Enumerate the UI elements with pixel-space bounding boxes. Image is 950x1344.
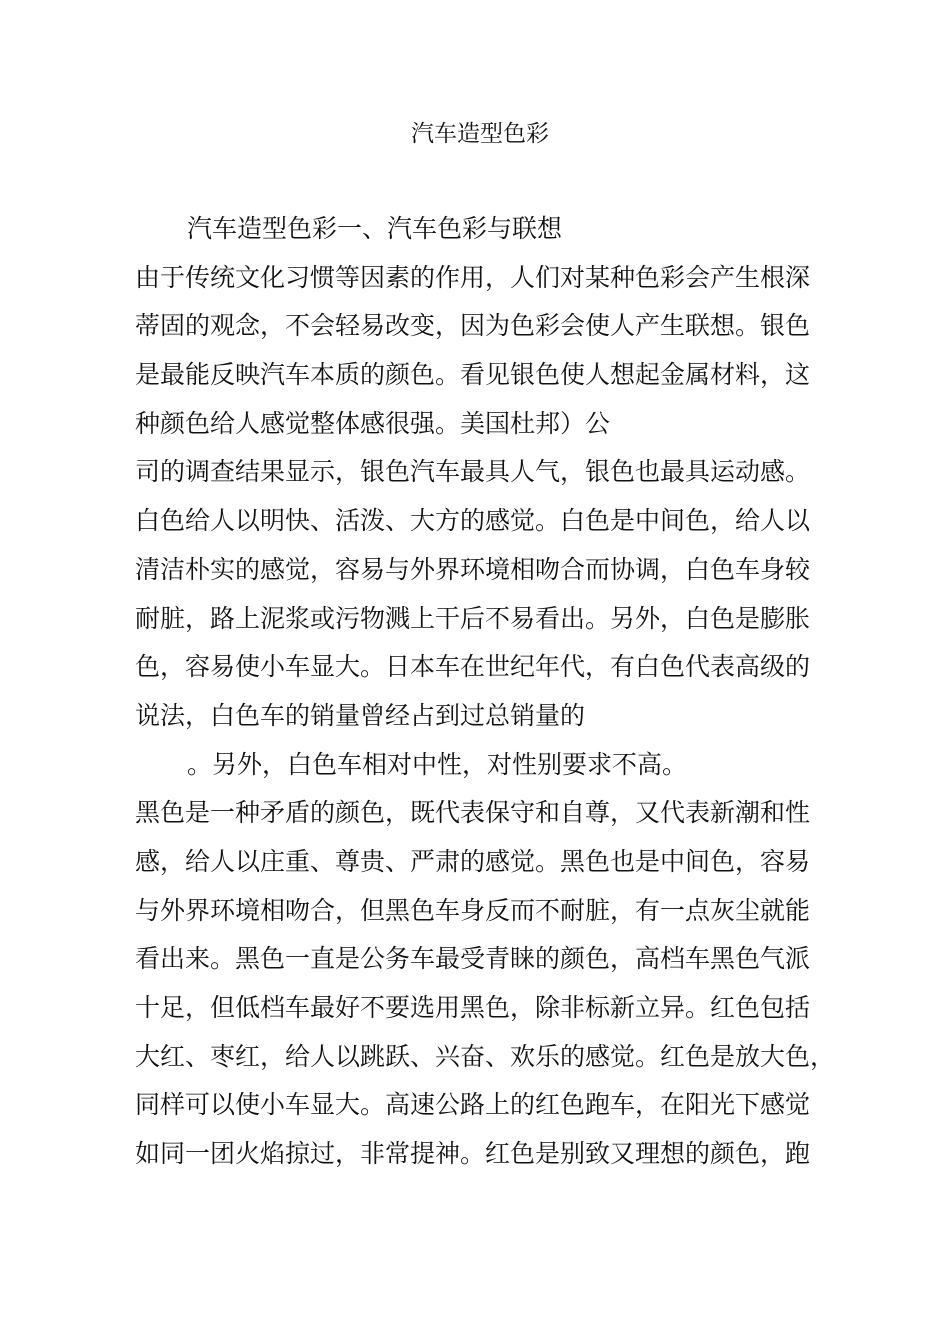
text-line: 说法，白色车的销量曾经占到过总销量的 [135,700,586,730]
text-line: 同样可以使小车显大。高速公路上的红色跑车，在阳光下感觉 [135,1090,811,1120]
text-line: 黑色是一种矛盾的颜色，既代表保守和自尊，又代表新潮和性 [135,798,811,828]
text-line: 与外界环境相吻合，但黑色车身反而不耐脏，有一点灰尘就能 [135,895,811,925]
document-title: 汽车造型色彩 [411,121,549,147]
text-line: 司的调查结果显示，银色汽车最具人气，银色也最具运动感。 [135,457,811,487]
text-line: 十足，但低档车最好不要选用黑色，除非标新立异。红色包括 [135,993,811,1022]
text-line: 蒂固的观念，不会轻易改变，因为色彩会使人产生联想。银色 [135,311,811,341]
text-line: 。另外，白色车相对中性，对性别要求不高。 [187,749,688,779]
text-line: 色，容易使小车显大。日本车在世纪年代，有白色代表高级的 [135,652,811,682]
section-heading: 汽车造型色彩一、汽车色彩与联想 [187,214,563,243]
text-line: 种颜色给人感觉整体感很强。美国杜邦）公 [135,408,611,438]
text-line: 是最能反映汽车本质的颜色。看见银色使人想起金属材料，这 [135,360,811,390]
text-line: 耐脏，路上泥浆或污物溅上干后不易看出。另外，白色是膨胀 [135,603,811,633]
text-line: 白色给人以明快、活泼、大方的感觉。白色是中间色，给人以 [135,506,811,536]
text-line: 由于传统文化习惯等因素的作用，人们对某种色彩会产生根深 [135,262,811,292]
text-line: 大红、枣红，给人以跳跃、兴奋、欢乐的感觉。红色是放大色， [135,1041,836,1071]
text-line: 看出来。黑色一直是公务车最受青睐的颜色，高档车黑色气派 [135,944,811,974]
text-line: 感，给人以庄重、尊贵、严肃的感觉。黑色也是中间色，容易 [135,846,811,876]
text-line: 如同一团火焰掠过，非常提神。红色是别致又理想的颜色，跑 [135,1139,811,1169]
text-line: 清洁朴实的感觉，容易与外界环境相吻合而协调，白色车身较 [135,554,811,584]
document-body [135,205,835,1179]
